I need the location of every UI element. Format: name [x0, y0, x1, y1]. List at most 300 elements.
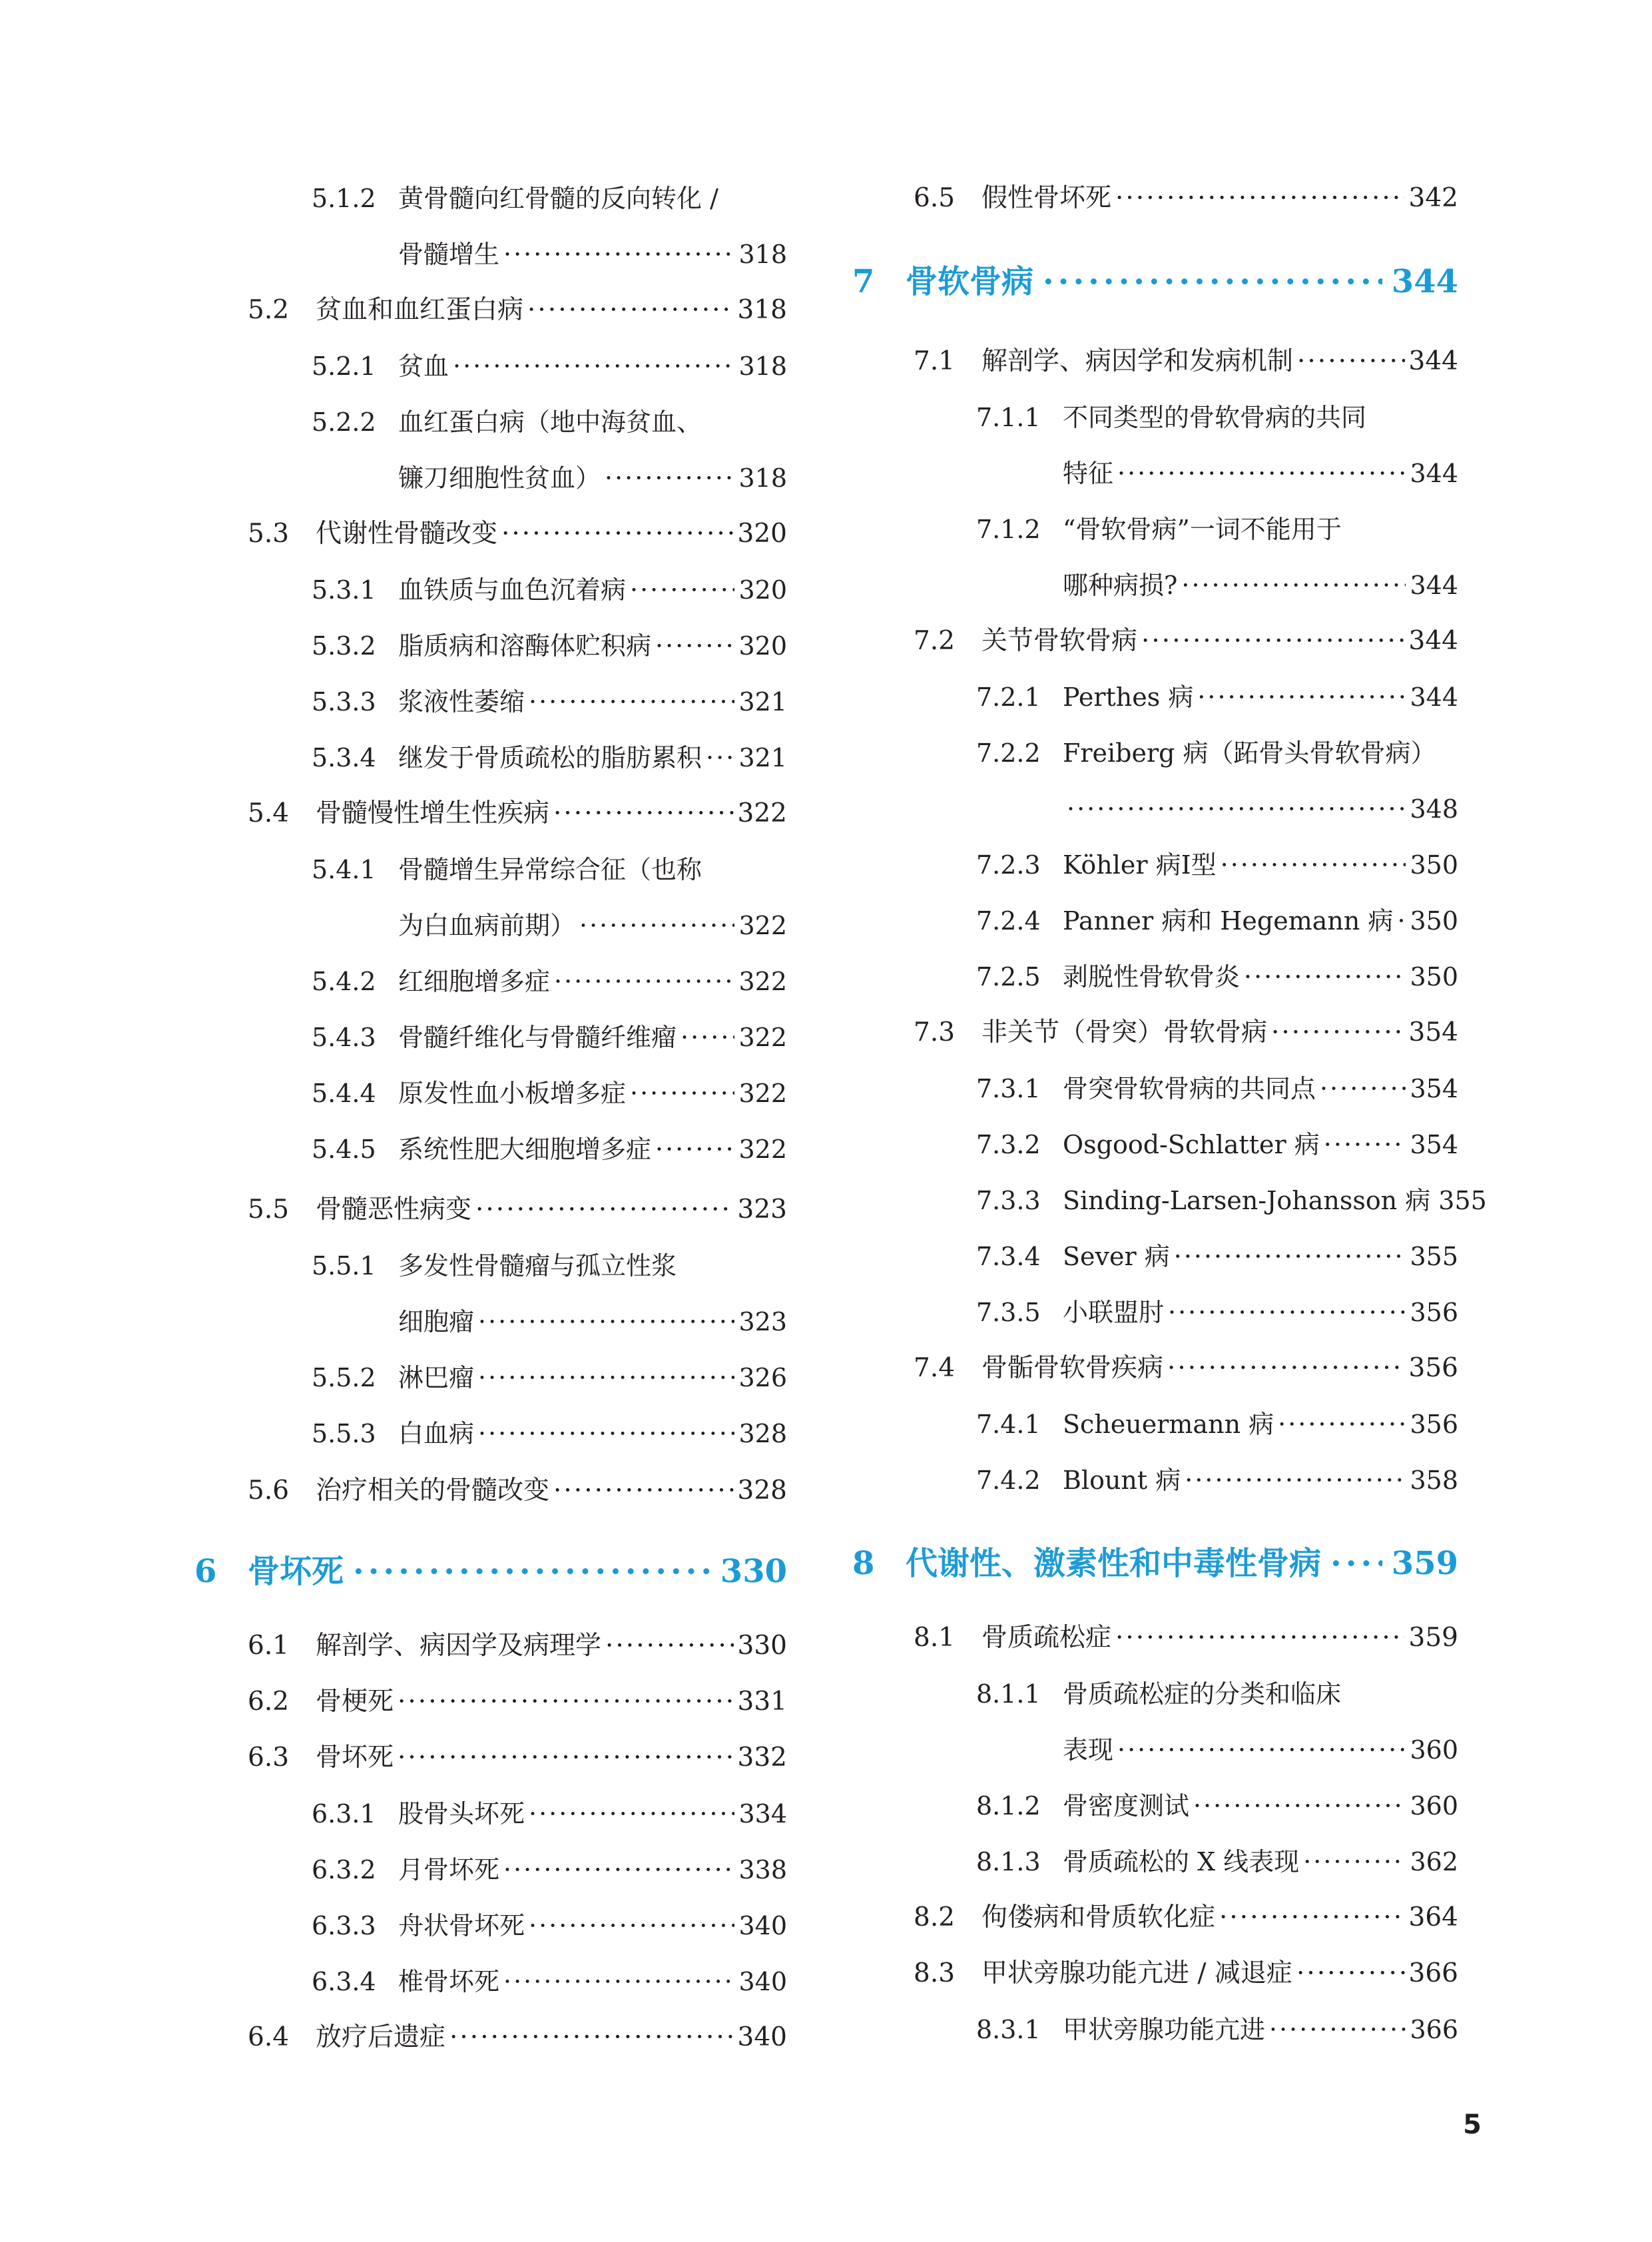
toc-entry-page: 328 [737, 1476, 787, 1506]
toc-entry[interactable] [312, 175, 787, 222]
toc-entry-number: 5.4.4 [312, 1079, 376, 1108]
toc-entry-page: 321 [738, 743, 787, 772]
toc-entry-title: 假性骨坏死 [981, 183, 1112, 213]
dot-leader [1324, 1121, 1406, 1168]
toc-entry-number: 7.3.1 [976, 1074, 1041, 1103]
dot-leader [1117, 1727, 1406, 1773]
dot-leader [529, 1791, 734, 1837]
toc-entry-number: 7.3.3 [976, 1186, 1041, 1215]
toc-entry-number: 7.4.2 [976, 1466, 1041, 1495]
toc-entry-title: Osgood-Schlatter 病 [1063, 1130, 1320, 1159]
toc-entry-number: 6.3.1 [312, 1799, 376, 1828]
toc-entry-number: 8.1.3 [976, 1847, 1041, 1876]
toc-chapter-entry[interactable] [194, 1545, 787, 1598]
toc-entry[interactable] [248, 790, 787, 837]
toc-entry-title: 哪种病损? [1063, 571, 1178, 600]
toc-entry-title: 黄骨髓向红骨髓的反向转化 / [398, 184, 718, 213]
toc-entry[interactable] [248, 511, 787, 557]
toc-entry-number: 7 [852, 263, 875, 300]
dot-leader [1219, 1894, 1405, 1941]
toc-entry-page: 321 [738, 687, 787, 716]
toc-entry[interactable] [976, 562, 1458, 609]
toc-entry-title: 关节骨软骨病 [981, 626, 1138, 656]
toc-entry[interactable] [976, 1233, 1458, 1280]
toc-entry-number: 8.3.1 [976, 2015, 1041, 2044]
toc-entry[interactable] [976, 2006, 1458, 2053]
toc-entry-title: 继发于骨质疏松的脂肪累积 [398, 743, 702, 772]
toc-entry-number: 6.3.3 [312, 1911, 376, 1940]
dot-leader [1221, 842, 1406, 888]
toc-entry-title: Freiberg 病（跖骨头骨软骨病） [1063, 738, 1436, 768]
toc-entry-title: 甲状旁腺功能亢进 [1063, 2015, 1266, 2044]
toc-entry-title: 放疗后遗症 [316, 2022, 446, 2052]
toc-entry-number: 5.3.1 [312, 575, 376, 605]
toc-entry[interactable] [312, 679, 787, 725]
toc-entry-page: 340 [738, 1911, 787, 1940]
toc-entry[interactable] [248, 1187, 787, 1233]
dot-leader [553, 790, 734, 837]
toc-entry-page: 322 [738, 1079, 787, 1108]
toc-entry-title: 代谢性骨髓改变 [316, 519, 498, 549]
toc-entry-page: 350 [1410, 850, 1458, 880]
toc-entry-number: 7.2.3 [976, 850, 1041, 880]
toc-entry-title: 骨坏死 [248, 1553, 344, 1590]
toc-entry-title: 红细胞增多症 [398, 967, 551, 996]
toc-entry-number: 5.4.1 [312, 855, 376, 884]
toc-entry-number: 6.4 [248, 2022, 290, 2052]
dot-leader [1320, 1065, 1406, 1112]
toc-entry-number: 7.4.1 [976, 1410, 1041, 1439]
toc-entry-page: 356 [1408, 1353, 1458, 1383]
toc-entry[interactable] [914, 1950, 1458, 1997]
toc-entry-title: Scheuermann 病 [1063, 1410, 1274, 1439]
toc-entry-page: 344 [1408, 626, 1458, 656]
toc-entry-page: 354 [1410, 1074, 1458, 1103]
toc-entry-page: 366 [1408, 1958, 1458, 1988]
toc-entry-number: 6.5 [914, 183, 956, 213]
toc-entry-page: 356 [1410, 1410, 1458, 1439]
toc-entry-page: 323 [738, 1307, 787, 1336]
dot-leader [529, 679, 734, 725]
toc-entry-number: 6.3.2 [312, 1855, 376, 1884]
toc-entry-page: 320 [737, 519, 787, 549]
toc-entry-number: 8 [852, 1545, 875, 1582]
dot-leader [1043, 255, 1382, 308]
toc-entry[interactable] [248, 287, 787, 334]
toc-entry-page: 323 [737, 1195, 787, 1225]
toc-entry[interactable] [914, 175, 1458, 222]
toc-entry-number: 7.2.2 [976, 738, 1041, 768]
dot-leader [398, 1679, 734, 1725]
toc-entry[interactable] [312, 846, 787, 893]
toc-entry[interactable] [248, 1735, 787, 1781]
toc-entry-title: 椎骨坏死 [398, 1967, 500, 1996]
toc-entry-number: 5.5.2 [312, 1363, 376, 1392]
toc-entry-number: 7.2.1 [976, 683, 1041, 712]
toc-entry-page: 330 [720, 1553, 787, 1590]
toc-entry-number: 5.4 [248, 798, 290, 828]
dot-leader [353, 1545, 711, 1598]
dot-leader [503, 231, 734, 278]
toc-entry-number: 8.1.2 [976, 1791, 1041, 1821]
toc-entry[interactable] [976, 1401, 1458, 1448]
toc-entry-page: 350 [1410, 906, 1458, 936]
toc-entry-number: 7.3.2 [976, 1130, 1041, 1159]
toc-entry-title: 细胞瘤 [398, 1307, 475, 1336]
toc-entry-page: 331 [737, 1687, 787, 1717]
toc-entry-title: 表现 [1063, 1735, 1114, 1765]
toc-entry-title: 骨质疏松的 X 线表现 [1063, 1847, 1300, 1876]
toc-entry[interactable] [312, 455, 787, 501]
toc-entry[interactable] [312, 1410, 787, 1457]
toc-entry[interactable] [976, 674, 1458, 720]
toc-entry[interactable] [914, 1345, 1458, 1392]
dot-leader [529, 1902, 734, 1949]
toc-entry-title: 非关节（骨突）骨软骨病 [981, 1017, 1268, 1047]
page-number: 5 [1463, 2109, 1482, 2140]
dot-leader [1181, 562, 1406, 609]
toc-entry-page: 340 [737, 2022, 787, 2052]
toc-entry-title: 贫血 [398, 352, 449, 381]
toc-entry[interactable] [312, 1791, 787, 1837]
dot-leader [553, 1468, 734, 1514]
toc-entry[interactable] [976, 786, 1458, 832]
toc-entry-page: 364 [1408, 1902, 1458, 1932]
toc-entry[interactable] [312, 343, 787, 390]
toc-entry[interactable] [976, 506, 1458, 553]
toc-entry-title: 浆液性萎缩 [398, 687, 525, 716]
toc-entry-page: 322 [738, 1023, 787, 1052]
toc-entry-number: 5.3.3 [312, 687, 376, 716]
toc-entry-page: 359 [1391, 1545, 1458, 1582]
toc-entry-number: 5.3.4 [312, 743, 376, 772]
toc-entry[interactable] [248, 1679, 787, 1725]
toc-entry-title: 解剖学、病因学及病理学 [316, 1631, 602, 1661]
toc-entry[interactable] [976, 1065, 1458, 1112]
dot-leader [1115, 175, 1405, 222]
dot-leader [1296, 1950, 1405, 1997]
dot-leader [1278, 1401, 1406, 1448]
toc-entry[interactable] [312, 1846, 787, 1893]
dot-leader [655, 623, 734, 669]
toc-entry-number: 5.4.5 [312, 1135, 376, 1164]
toc-entry-title: 不同类型的骨软骨病的共同 [1063, 403, 1367, 432]
toc-entry-title: 骨质疏松症的分类和临床 [1063, 1679, 1342, 1709]
toc-entry-page: 340 [738, 1967, 787, 1996]
toc-entry-title: 骨髓恶性病变 [316, 1195, 472, 1225]
toc-entry-title: 脂质病和溶酶体贮积病 [398, 631, 652, 661]
toc-entry-number: 7.2.5 [976, 962, 1041, 991]
dot-leader [1185, 1457, 1406, 1504]
toc-entry-number: 7.1.2 [976, 515, 1041, 544]
toc-entry-page: 358 [1410, 1466, 1458, 1495]
toc-entry-number: 5.4.3 [312, 1023, 376, 1052]
dot-leader [478, 1298, 734, 1345]
toc-entry-title: 代谢性、激素性和中毒性骨病 [906, 1545, 1322, 1582]
toc-entry-number: 8.2 [914, 1902, 956, 1932]
toc-entry[interactable] [976, 1457, 1458, 1504]
toc-entry[interactable] [976, 954, 1458, 1000]
toc-entry[interactable] [976, 1727, 1458, 1773]
dot-leader [398, 1735, 734, 1781]
toc-entry-title: 骨髓增生异常综合征（也称 [398, 855, 702, 884]
dot-leader [478, 1354, 734, 1401]
toc-entry-title: 贫血和血红蛋白病 [316, 295, 524, 325]
toc-entry[interactable] [976, 730, 1458, 776]
dot-leader [605, 1623, 734, 1669]
toc-entry[interactable] [248, 2014, 787, 2061]
dot-leader [1330, 1537, 1382, 1590]
toc-entry[interactable] [248, 1468, 787, 1514]
dot-leader [1174, 1233, 1406, 1280]
toc-entry-title: 骨髓纤维化与骨髓纤维瘤 [398, 1023, 677, 1052]
dot-leader [501, 511, 734, 557]
toc-entry[interactable] [312, 1298, 787, 1345]
toc-entry-title: 为白血病前期） [398, 911, 576, 940]
toc-entry-page: 360 [1410, 1791, 1458, 1821]
toc-entry[interactable] [312, 902, 787, 949]
toc-entry-number: 6.1 [248, 1631, 290, 1661]
dot-leader [1269, 2006, 1406, 2053]
toc-entry-page: 330 [737, 1631, 787, 1661]
toc-left-column [194, 0, 914, 2242]
dot-leader [1117, 450, 1406, 497]
toc-entry-title: 淋巴瘤 [398, 1363, 475, 1392]
toc-entry-page: 344 [1410, 683, 1458, 712]
toc-entry[interactable] [976, 1783, 1458, 1829]
toc-entry-page: 318 [738, 240, 787, 269]
toc-entry-number: 5.4.2 [312, 967, 376, 996]
toc-entry[interactable] [976, 1121, 1458, 1168]
toc-entry-title: 股骨头坏死 [398, 1799, 525, 1828]
toc-entry[interactable] [976, 898, 1458, 944]
toc-entry-title: Panner 病和 Hegemann 病 [1063, 906, 1394, 936]
toc-entry-number: 6.2 [248, 1687, 290, 1717]
toc-entry-title: 骨髓增生 [398, 240, 500, 269]
dot-leader [681, 1014, 734, 1061]
toc-entry-title: 骨密度测试 [1063, 1791, 1190, 1821]
dot-leader [449, 2014, 734, 2061]
toc-entry-page: 360 [1410, 1735, 1458, 1765]
toc-entry-number: 5.5.1 [312, 1251, 376, 1280]
toc-entry[interactable] [976, 1671, 1458, 1717]
toc-entry-title: 剥脱性骨软骨炎 [1063, 962, 1240, 991]
toc-entry-page: 338 [738, 1855, 787, 1884]
dot-leader [1271, 1009, 1405, 1056]
toc-entry[interactable] [914, 618, 1458, 665]
toc-entry-title: 小联盟肘 [1063, 1298, 1165, 1327]
toc-chapter-entry[interactable] [852, 255, 1458, 308]
toc-entry[interactable] [976, 1838, 1458, 1885]
toc-entry-title: 骨突骨软骨病的共同点 [1063, 1074, 1316, 1103]
toc-entry[interactable] [976, 1289, 1458, 1336]
dot-leader [1397, 898, 1406, 944]
toc-entry-title: Sinding-Larsen-Johansson 病 [1063, 1186, 1431, 1215]
dot-leader [1115, 1615, 1405, 1661]
toc-entry-page: 334 [738, 1799, 787, 1828]
toc-entry-title: 血红蛋白病（地中海贫血、 [398, 408, 702, 437]
toc-entry-page: 344 [1391, 263, 1458, 300]
dot-leader [1168, 1289, 1406, 1336]
toc-entry-title: 甲状旁腺功能亢进 / 减退症 [981, 1958, 1292, 1988]
toc-entry[interactable] [312, 399, 787, 445]
dot-leader [579, 902, 734, 949]
toc-entry[interactable] [312, 567, 787, 613]
toc-entry-page: 320 [738, 631, 787, 661]
dot-leader [478, 1410, 734, 1457]
toc-entry[interactable] [312, 1014, 787, 1061]
toc-entry-number: 5.2.2 [312, 408, 376, 437]
dot-leader [527, 287, 734, 334]
dot-leader [554, 958, 734, 1005]
toc-entry-title: “骨软骨病”一词不能用于 [1063, 515, 1342, 544]
toc-entry[interactable] [312, 1243, 787, 1289]
toc-entry[interactable] [312, 1902, 787, 1949]
toc-entry-title: 血铁质与血色沉着病 [398, 575, 627, 605]
toc-entry-title: 骨骺骨软骨疾病 [981, 1353, 1164, 1383]
toc-entry-number: 8.1.1 [976, 1679, 1041, 1709]
toc-entry-number: 7.3.5 [976, 1298, 1041, 1327]
toc-entry[interactable] [976, 450, 1458, 497]
toc-entry-page: 354 [1410, 1130, 1458, 1159]
toc-entry[interactable] [248, 1623, 787, 1669]
toc-entry-number: 7.3.4 [976, 1242, 1041, 1271]
dot-leader [1167, 1345, 1405, 1392]
toc-entry[interactable] [914, 1615, 1458, 1661]
toc-entry-number: 5.2 [248, 295, 290, 325]
toc-entry-number: 7.1 [914, 346, 956, 376]
toc-entry-title: 解剖学、病因学和发病机制 [981, 346, 1294, 376]
toc-chapter-entry[interactable] [852, 1537, 1458, 1590]
toc-entry-title: 月骨坏死 [398, 1855, 500, 1884]
toc-entry-title: 原发性血小板增多症 [398, 1079, 627, 1108]
toc-entry-number: 7.2 [914, 626, 956, 656]
toc-entry[interactable] [976, 1177, 1487, 1224]
toc-entry-number: 5.3 [248, 519, 290, 549]
toc-entry-page: 359 [1408, 1623, 1458, 1653]
toc-entry-title: 骨软骨病 [906, 263, 1034, 300]
toc-entry[interactable] [976, 842, 1458, 888]
toc-entry[interactable] [914, 338, 1458, 385]
toc-entry-page: 366 [1410, 2015, 1458, 2044]
toc-entry-number: 5.5.3 [312, 1419, 376, 1448]
toc-entry-page: 318 [738, 463, 787, 493]
toc-entry-number: 5.5 [248, 1195, 290, 1225]
toc-entry-title: Perthes 病 [1063, 683, 1194, 712]
dot-leader [475, 1187, 734, 1233]
toc-entry[interactable] [312, 1958, 787, 2005]
dot-leader [1244, 954, 1406, 1000]
toc-entry[interactable] [312, 1070, 787, 1117]
toc-entry-page: 350 [1410, 962, 1458, 991]
dot-leader [1067, 786, 1406, 832]
toc-entry-title: 治疗相关的骨髓改变 [316, 1476, 550, 1506]
dot-leader [630, 1070, 734, 1117]
toc-entry-title: Blount 病 [1063, 1466, 1181, 1495]
toc-entry-number: 7.3 [914, 1017, 956, 1047]
dot-leader [1197, 674, 1406, 720]
toc-entry-page: 322 [737, 798, 787, 828]
dot-leader [1193, 1783, 1406, 1829]
toc-entry-title: 特征 [1063, 459, 1114, 488]
toc-entry[interactable] [312, 958, 787, 1005]
dot-leader [655, 1126, 734, 1173]
toc-entry-number: 8.3 [914, 1958, 956, 1988]
toc-entry-number: 6.3 [248, 1743, 290, 1773]
toc-right-column [852, 0, 1487, 2242]
toc-entry-page: 344 [1410, 571, 1458, 600]
toc-entry-number: 5.3.2 [312, 631, 376, 661]
toc-entry-page: 332 [737, 1743, 787, 1773]
toc-entry-page: 354 [1408, 1017, 1458, 1047]
toc-entry-page: 322 [738, 1135, 787, 1164]
toc-entry-title: 骨髓慢性增生性疾病 [316, 798, 550, 828]
toc-entry-title: 多发性骨髓瘤与孤立性浆 [398, 1251, 677, 1280]
dot-leader [605, 455, 734, 501]
toc-entry[interactable] [312, 734, 787, 781]
toc-entry[interactable] [312, 1126, 787, 1173]
toc-entry-title: Köhler 病Ⅰ型 [1063, 850, 1217, 880]
toc-entry-page: 326 [738, 1363, 787, 1392]
toc-entry-title: 骨坏死 [316, 1743, 394, 1773]
toc-entry[interactable] [312, 1354, 787, 1401]
toc-entry-title: 白血病 [398, 1419, 475, 1448]
toc-entry-page: 356 [1410, 1298, 1458, 1327]
toc-entry-number: 7.1.1 [976, 403, 1041, 432]
toc-entry[interactable] [914, 1894, 1458, 1941]
toc-entry-page: 328 [738, 1419, 787, 1448]
toc-entry-page: 348 [1410, 794, 1458, 824]
toc-entry-title: 镰刀细胞性贫血） [398, 463, 601, 493]
toc-entry[interactable] [914, 1009, 1458, 1056]
toc-entry[interactable] [312, 623, 787, 669]
toc-entry[interactable] [312, 231, 787, 278]
toc-entry-page: 322 [738, 911, 787, 940]
toc-entry-title: Sever 病 [1063, 1242, 1170, 1271]
dot-leader [503, 1958, 734, 2005]
toc-entry-number: 5.2.1 [312, 352, 376, 381]
toc-entry-title: 骨梗死 [316, 1687, 394, 1717]
dot-leader [503, 1846, 734, 1893]
toc-entry[interactable] [976, 394, 1458, 441]
dot-leader [630, 567, 734, 613]
dot-leader [1303, 1838, 1406, 1885]
toc-entry-number: 5.1.2 [312, 184, 376, 213]
dot-leader [1141, 618, 1405, 665]
toc-entry-page: 318 [738, 352, 787, 381]
toc-entry-page: 342 [1408, 183, 1458, 213]
toc-entry-title: 舟状骨坏死 [398, 1911, 525, 1940]
toc-entry-page: 355 [1438, 1186, 1487, 1215]
toc-entry-title: 佝偻病和骨质软化症 [981, 1902, 1216, 1932]
dot-leader [706, 734, 734, 781]
toc-entry-number: 6.3.4 [312, 1967, 376, 1996]
toc-entry-number: 7.4 [914, 1353, 956, 1383]
toc-entry-page: 320 [738, 575, 787, 605]
toc-entry-page: 362 [1410, 1847, 1458, 1876]
toc-entry-number: 7.2.4 [976, 906, 1041, 936]
toc-entry-number: 5.6 [248, 1476, 290, 1506]
dot-leader [1297, 338, 1405, 385]
toc-entry-page: 318 [737, 295, 787, 325]
dot-leader [453, 343, 734, 390]
toc-entry-title: 骨质疏松症 [981, 1623, 1112, 1653]
toc-entry-number: 6 [194, 1553, 217, 1590]
toc-entry-number: 8.1 [914, 1623, 956, 1653]
toc-entry-page: 355 [1410, 1242, 1458, 1271]
toc-entry-page: 344 [1410, 459, 1458, 488]
toc-entry-page: 344 [1408, 346, 1458, 376]
